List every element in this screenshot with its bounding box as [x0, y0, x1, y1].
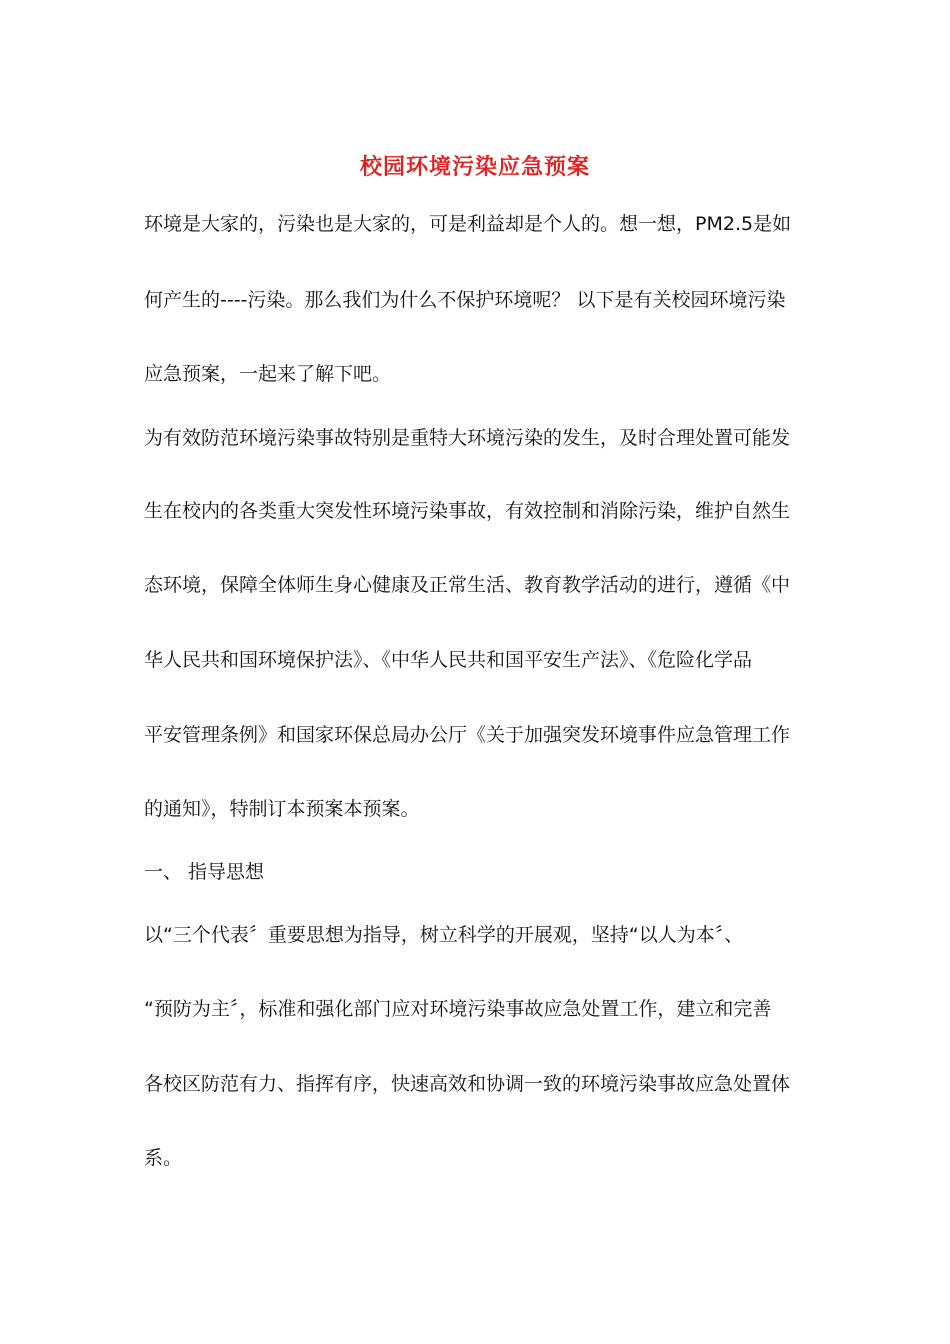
paragraph-line: 何产生的----污染。那么我们为什么不保护环境呢？ 以下是有关校园环境污染 — [144, 289, 786, 311]
paragraph-line: 平安管理条例》和国家环保总局办公厅《关于加强突发环境事件应急管理工作 — [144, 724, 791, 746]
paragraph-line: 生在校内的各类重大突发性环境污染事故，有效控制和消除污染，维护自然生 — [144, 500, 791, 522]
paragraph-line: “预防为主〞，标准和强化部门应对环境污染事故应急处置工作，建立和完善 — [144, 998, 772, 1020]
paragraph-line: 为有效防范环境污染事故特别是重特大环境污染的发生，及时合理处置可能发 — [144, 427, 791, 449]
paragraph-line: 以“三个代表〞重要思想为指导，树立科学的开展观，坚持“以人为本〞、 — [144, 924, 744, 946]
paragraph-line: 系。 — [144, 1147, 183, 1169]
paragraph-line: 的通知》，特制订本预案本预案。 — [144, 798, 420, 820]
paragraph-line: 各校区防范有力、指挥有序，快速高效和协调一致的环境污染事故应急处置体 — [144, 1073, 791, 1095]
section-heading: 一、 指导思想 — [144, 861, 265, 883]
document-title: 校园环境污染应急预案 — [359, 154, 590, 180]
paragraph-line: 态环境，保障全体师生身心健康及正常生活、教育教学活动的进行，遵循《中 — [144, 574, 791, 596]
paragraph-line: 华人民共和国环境保护法》、《中华人民共和国平安生产法》、《危险化学品 — [144, 649, 753, 671]
paragraph-line: 应急预案，一起来了解下吧。 — [144, 363, 392, 385]
paragraph-line: 环境是大家的，污染也是大家的，可是利益却是个人的。想一想，PM2.5是如 — [144, 213, 792, 235]
